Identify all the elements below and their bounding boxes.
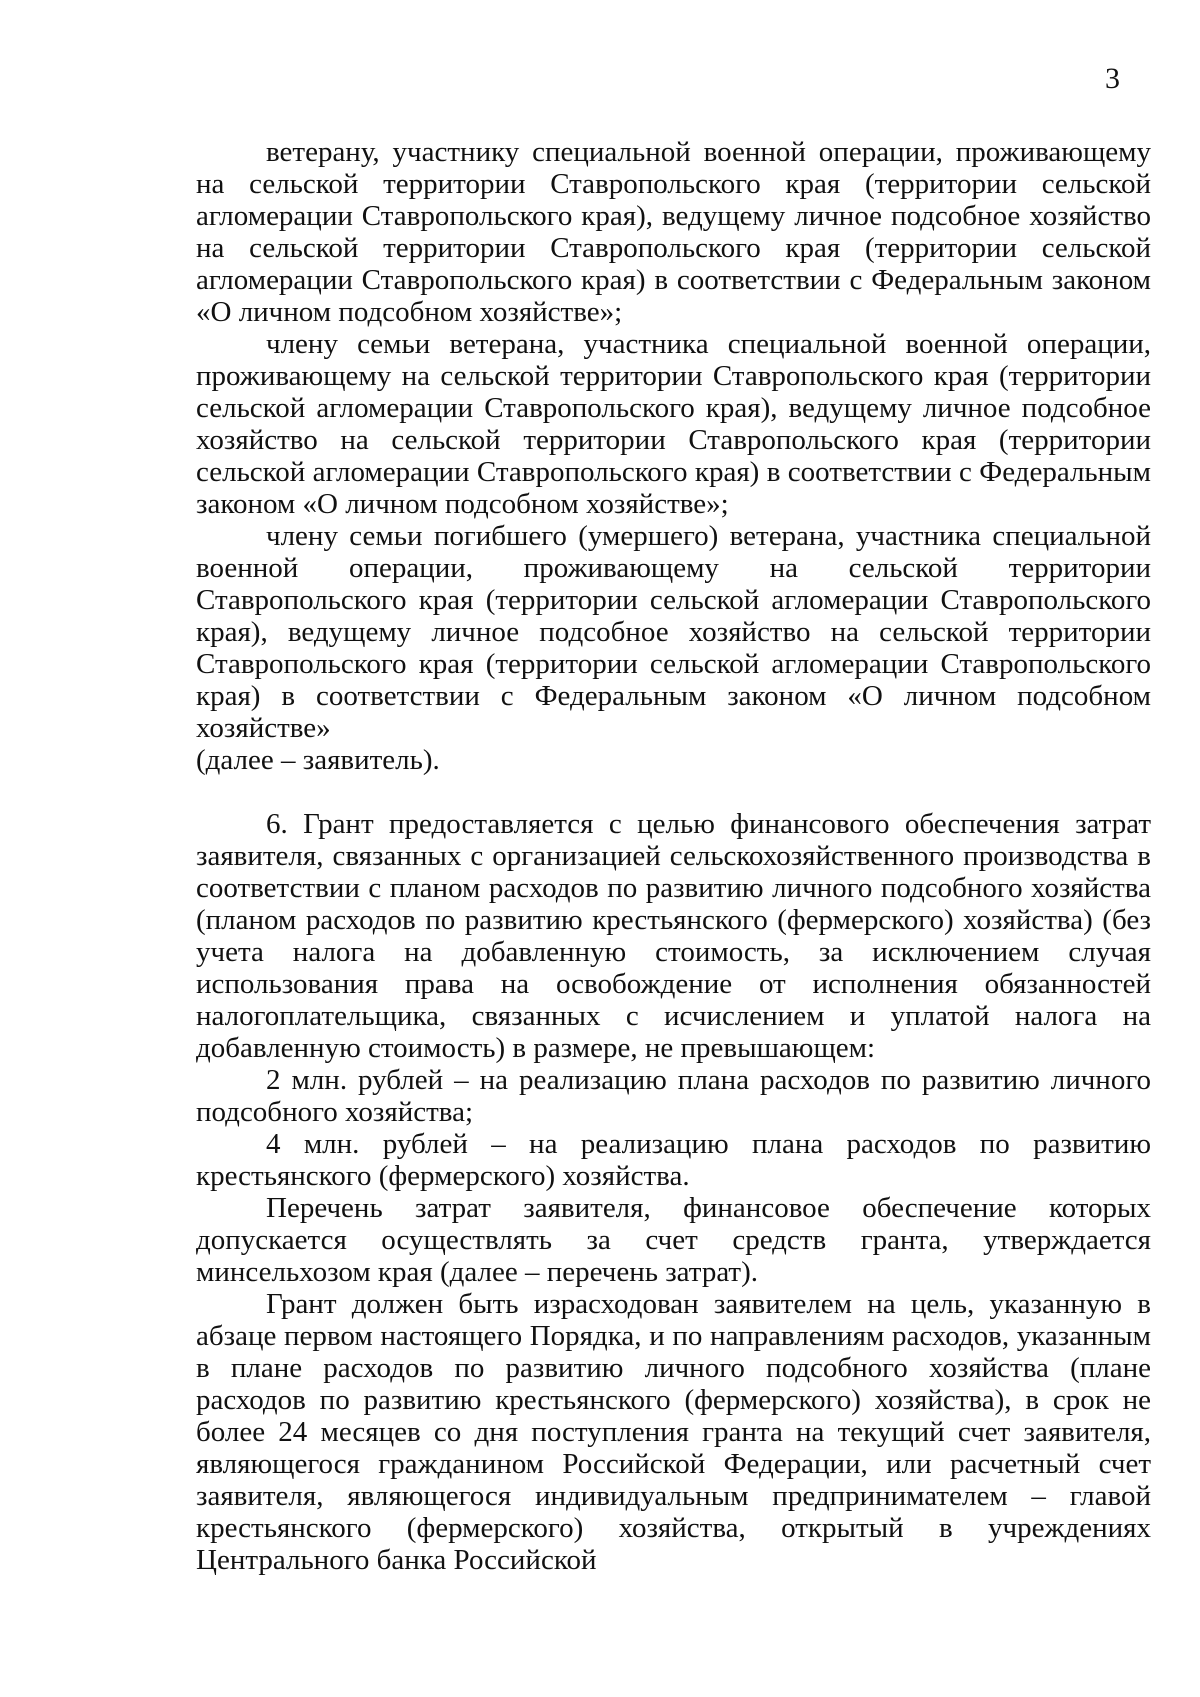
paragraph-limit-personal-farm: 2 млн. рублей – на реализацию плана расходов по развитию личного подсобного хозяйства; <box>196 1064 1151 1128</box>
page-number: 3 <box>1105 62 1120 95</box>
paragraph-grant-purpose: 6. Грант предоставляется с целью финансового обеспечения затрат заявителя, связанных с организацией сельскохозяйственного производства в соответствии с планом расходов по развитию личного подсобного хозяйства (планом расходов по развитию крестьянского (фермерского) хозяйства) (без учета налога на добавленную стоимость, за исключением случая использования права на освобождение от исполнения обязанностей налогоплательщика, связанных с исчислением и уплатой налога на добавленную стоимость) в размере, не превышающем: <box>196 808 1151 1064</box>
paragraph-applicant-definition: (далее – заявитель). <box>196 744 440 776</box>
paragraph-family-member: члену семьи ветерана, участника специальной военной операции, проживающему на сельской территории Ставропольского края (территории сельской агломерации Ставропольского края), ведущему личное подсобное хозяйство на сельской территории Ставропольского края (территории сельской агломерации Ставропольского края) в соответствии с Федеральным законом «О личном подсобном хозяйстве»; <box>196 328 1151 520</box>
paragraph-cost-list: Перечень затрат заявителя, финансовое обеспечение которых допускается осуществлять за счет средств гранта, утверждается минсельхозом края (далее – перечень затрат). <box>196 1192 1151 1288</box>
paragraph-veteran: ветерану, участнику специальной военной операции, проживающему на сельской территории Ставропольского края (территории сельской агломерации Ставропольского края), ведущему личное подсобное хозяйство на сельской территории Ставропольского края (территории сельской агломерации Ставропольского края) в соответствии с Федеральным законом «О личном подсобном хозяйстве»; <box>196 136 1151 328</box>
paragraph-spacer <box>196 776 1151 808</box>
paragraph-grant-spending: Грант должен быть израсходован заявителем на цель, указанную в абзаце первом настоящего Порядка, и по направлениям расходов, указанным в плане расходов по развитию личного подсобного хозяйства (плане расходов по развитию крестьянского (фермерского) хозяйства), в срок не более 24 месяцев со дня поступления гранта на текущий счет заявителя, являющегося гражданином Российской Федерации, или расчетный счет заявителя, являющегося индивидуальным предпринимателем – главой крестьянского (фермерского) хозяйства, открытый в учреждениях Центрального банка Российской <box>196 1288 1151 1576</box>
paragraph-deceased-family-member: члену семьи погибшего (умершего) ветерана, участника специальной военной операции, проживающему на сельской территории Ставропольского края (территории сельской агломерации Ставропольского края), ведущему личное подсобное хозяйство на сельской территории Ставропольского края (территории сельской агломерации Ставропольского края) в соответствии с Федеральным законом «О личном подсобном хозяйстве» <box>196 520 1151 744</box>
paragraph-limit-peasant-farm: 4 млн. рублей – на реализацию плана расходов по развитию крестьянского (фермерского) хозяйства. <box>196 1128 1151 1192</box>
document-body <box>196 136 1151 1576</box>
